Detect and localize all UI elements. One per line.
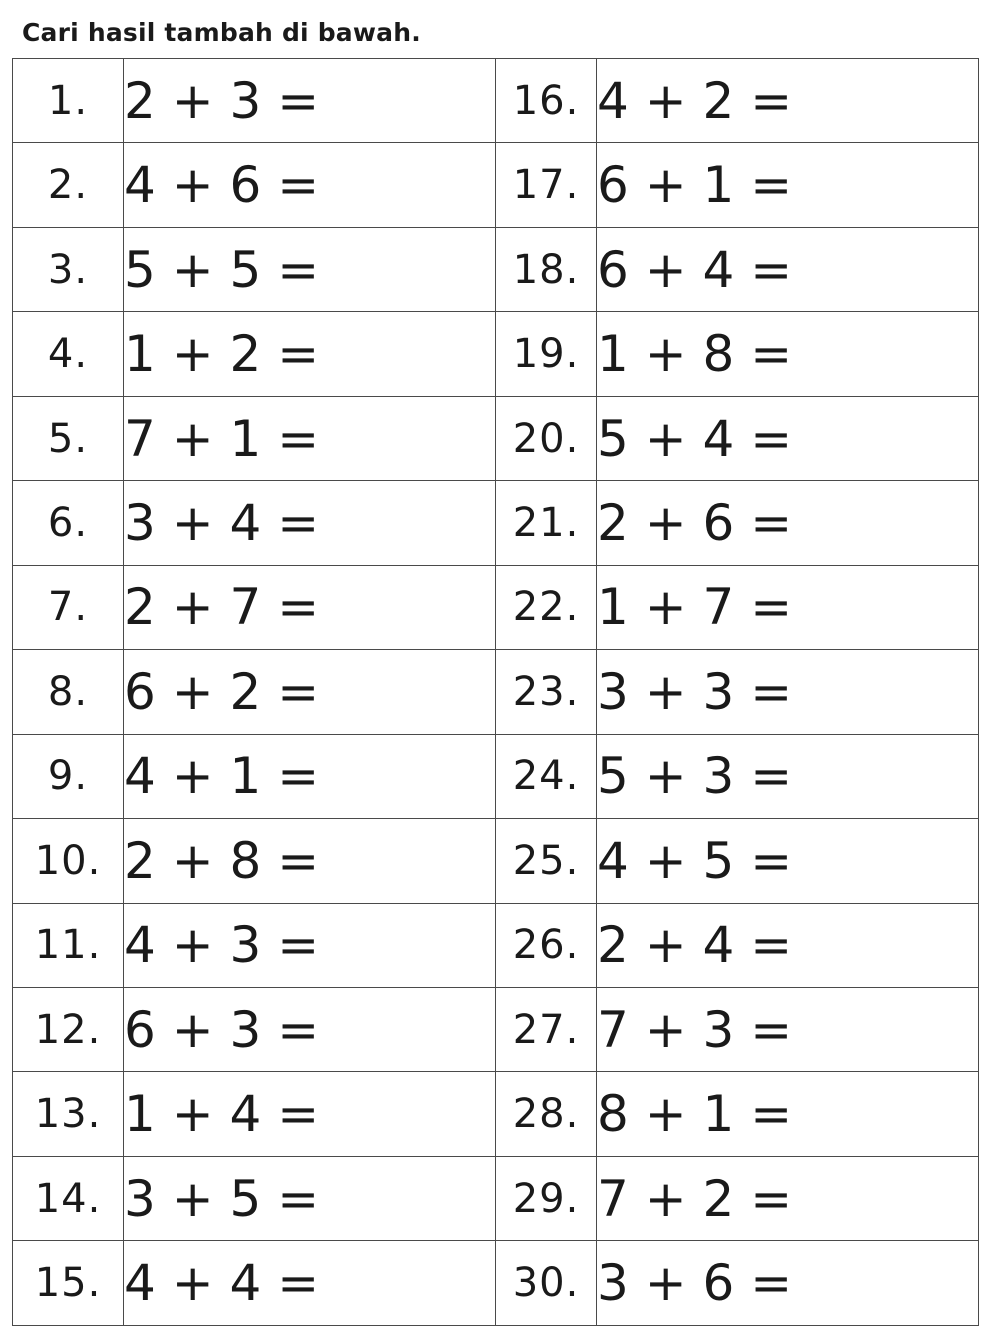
question-number: 2.	[13, 143, 124, 227]
addition-question: 6 + 4 =	[597, 227, 979, 311]
addition-question: 4 + 1 =	[124, 734, 496, 818]
addition-question: 3 + 3 =	[597, 650, 979, 734]
addition-question: 1 + 7 =	[597, 565, 979, 649]
question-number: 21.	[496, 481, 597, 565]
question-number: 20.	[496, 396, 597, 480]
addition-question: 2 + 3 =	[124, 59, 496, 143]
addition-question: 2 + 6 =	[597, 481, 979, 565]
addition-question: 4 + 2 =	[597, 59, 979, 143]
question-number: 14.	[13, 1156, 124, 1240]
addition-question: 6 + 1 =	[597, 143, 979, 227]
addition-question: 4 + 3 =	[124, 903, 496, 987]
question-number: 16.	[496, 59, 597, 143]
addition-question: 7 + 2 =	[597, 1156, 979, 1240]
table-row	[13, 987, 979, 1071]
table-row	[13, 1072, 979, 1156]
table-row	[13, 903, 979, 987]
question-number: 5.	[13, 396, 124, 480]
addition-question: 3 + 5 =	[124, 1156, 496, 1240]
question-number: 24.	[496, 734, 597, 818]
addition-question: 2 + 4 =	[597, 903, 979, 987]
table-row	[13, 59, 979, 143]
addition-question: 1 + 8 =	[597, 312, 979, 396]
question-number: 27.	[496, 987, 597, 1071]
question-number: 25.	[496, 819, 597, 903]
addition-question: 2 + 7 =	[124, 565, 496, 649]
question-number: 6.	[13, 481, 124, 565]
worksheet-title: Cari hasil tambah di bawah.	[22, 18, 421, 47]
addition-table	[12, 58, 979, 1326]
addition-question: 5 + 4 =	[597, 396, 979, 480]
question-number: 11.	[13, 903, 124, 987]
addition-question: 2 + 8 =	[124, 819, 496, 903]
addition-question: 4 + 4 =	[124, 1241, 496, 1326]
addition-question: 4 + 6 =	[124, 143, 496, 227]
question-number: 30.	[496, 1241, 597, 1326]
addition-question: 3 + 6 =	[597, 1241, 979, 1326]
question-number: 15.	[13, 1241, 124, 1326]
table-row	[13, 565, 979, 649]
question-number: 28.	[496, 1072, 597, 1156]
question-number: 9.	[13, 734, 124, 818]
table-row	[13, 650, 979, 734]
question-number: 3.	[13, 227, 124, 311]
question-number: 8.	[13, 650, 124, 734]
question-number: 10.	[13, 819, 124, 903]
question-number: 29.	[496, 1156, 597, 1240]
table-row	[13, 481, 979, 565]
addition-question: 6 + 3 =	[124, 987, 496, 1071]
table-row	[13, 819, 979, 903]
question-number: 4.	[13, 312, 124, 396]
addition-question: 7 + 1 =	[124, 396, 496, 480]
table-row	[13, 1241, 979, 1326]
table-row	[13, 734, 979, 818]
table-row	[13, 396, 979, 480]
table-row	[13, 143, 979, 227]
addition-question: 5 + 5 =	[124, 227, 496, 311]
addition-question: 3 + 4 =	[124, 481, 496, 565]
addition-question: 8 + 1 =	[597, 1072, 979, 1156]
question-number: 18.	[496, 227, 597, 311]
addition-question: 7 + 3 =	[597, 987, 979, 1071]
question-number: 12.	[13, 987, 124, 1071]
question-number: 17.	[496, 143, 597, 227]
addition-question: 1 + 4 =	[124, 1072, 496, 1156]
question-number: 23.	[496, 650, 597, 734]
table-row	[13, 1156, 979, 1240]
question-number: 13.	[13, 1072, 124, 1156]
addition-question: 1 + 2 =	[124, 312, 496, 396]
table-row	[13, 227, 979, 311]
addition-question: 6 + 2 =	[124, 650, 496, 734]
question-number: 7.	[13, 565, 124, 649]
question-number: 26.	[496, 903, 597, 987]
table-row	[13, 312, 979, 396]
question-number: 19.	[496, 312, 597, 396]
addition-question: 4 + 5 =	[597, 819, 979, 903]
addition-question: 5 + 3 =	[597, 734, 979, 818]
question-number: 1.	[13, 59, 124, 143]
question-number: 22.	[496, 565, 597, 649]
